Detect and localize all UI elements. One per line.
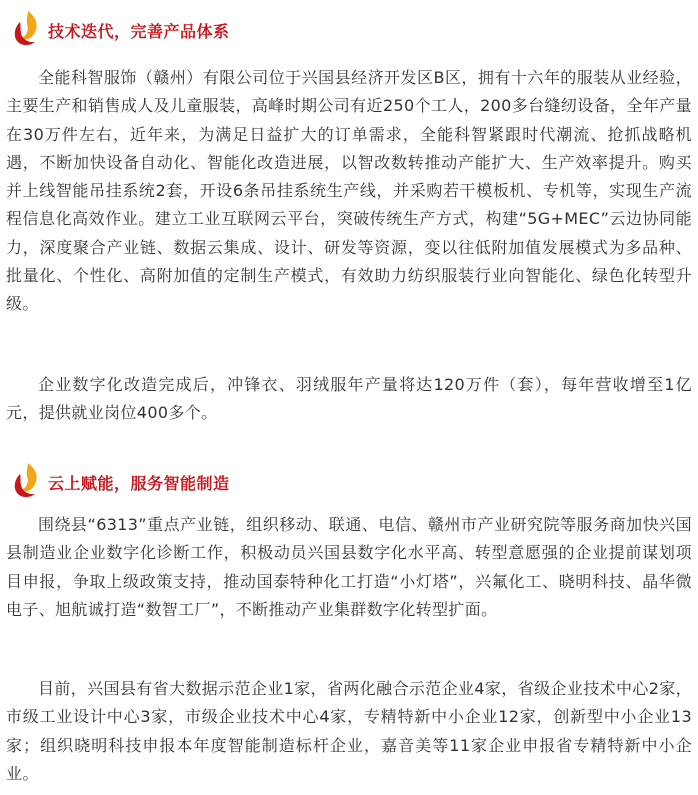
paragraph-current-status: 目前，兴国县有省大数据示范企业1家，省两化融合示范企业4家，省级企业技术中心2家，市级工业设计中心3家，市级企业技术中心4家，专精特新中小企业12家，创新型中小企业13家；组织晓明科技申报本年度智能制造标杆企业，嘉音美等11家企业申报省专精特新中小企业。	[6, 679, 692, 783]
section-title: 技术迭代，完善产品体系	[48, 21, 230, 41]
section-header-tech-iteration	[10, 8, 230, 48]
section-title: 云上赋能，服务智能制造	[48, 473, 230, 493]
paragraph-industry-chain: 围绕县“6313”重点产业链，组织移动、联通、电信、赣州市产业研究院等服务商加快兴国县制造业企业数字化诊断工作，积极动员兴国县数字化水平高、转型意愿强的企业提前谋划项目申报，争取上级政策支持，推动国泰特种化工打造“小灯塔”，兴氟化工、晓明科技、晶华微电子、旭航诚打造“数智工厂”，不断推动产业集群数字化转型扩面。	[6, 515, 692, 619]
flame-icon	[10, 460, 44, 500]
paragraph-company-intro: 全能科智服饰（赣州）有限公司位于兴国县经济开发区B区，拥有十六年的服装从业经验，主要生产和销售成人及儿童服装，高峰时期公司有近250个工人，200多台缝纫设备，全年产量在30万件左右，近年来，为满足日益扩大的订单需求，全能科智紧跟时代潮流、抢抓战略机遇，不断加快设备自动化、智能化改造进展，以智改数转推动产能扩大、生产效率提升。购买并上线智能吊挂系统2套，开设6条吊挂系统生产线，并采购若干模板机、专机等，实现生产流程信息化高效作业。建立工业互联网云平台，突破传统生产方式，构建“5G+MEC”云边协同能力，深度聚合产业链、数据云集成、设计、研发等资源，变以往低附加值发展模式为多品种、批量化、个性化、高附加值的定制生产模式，有效助力纺织服装行业向智能化、绿色化转型升级。	[6, 68, 692, 314]
section-header-cloud-empowerment	[10, 460, 230, 500]
paragraph-transformation-result: 企业数字化改造完成后，冲锋衣、羽绒服年产量将达120万件（套），每年营收增至1亿元，提供就业岗位400多个。	[6, 375, 692, 423]
flame-icon	[10, 8, 44, 48]
